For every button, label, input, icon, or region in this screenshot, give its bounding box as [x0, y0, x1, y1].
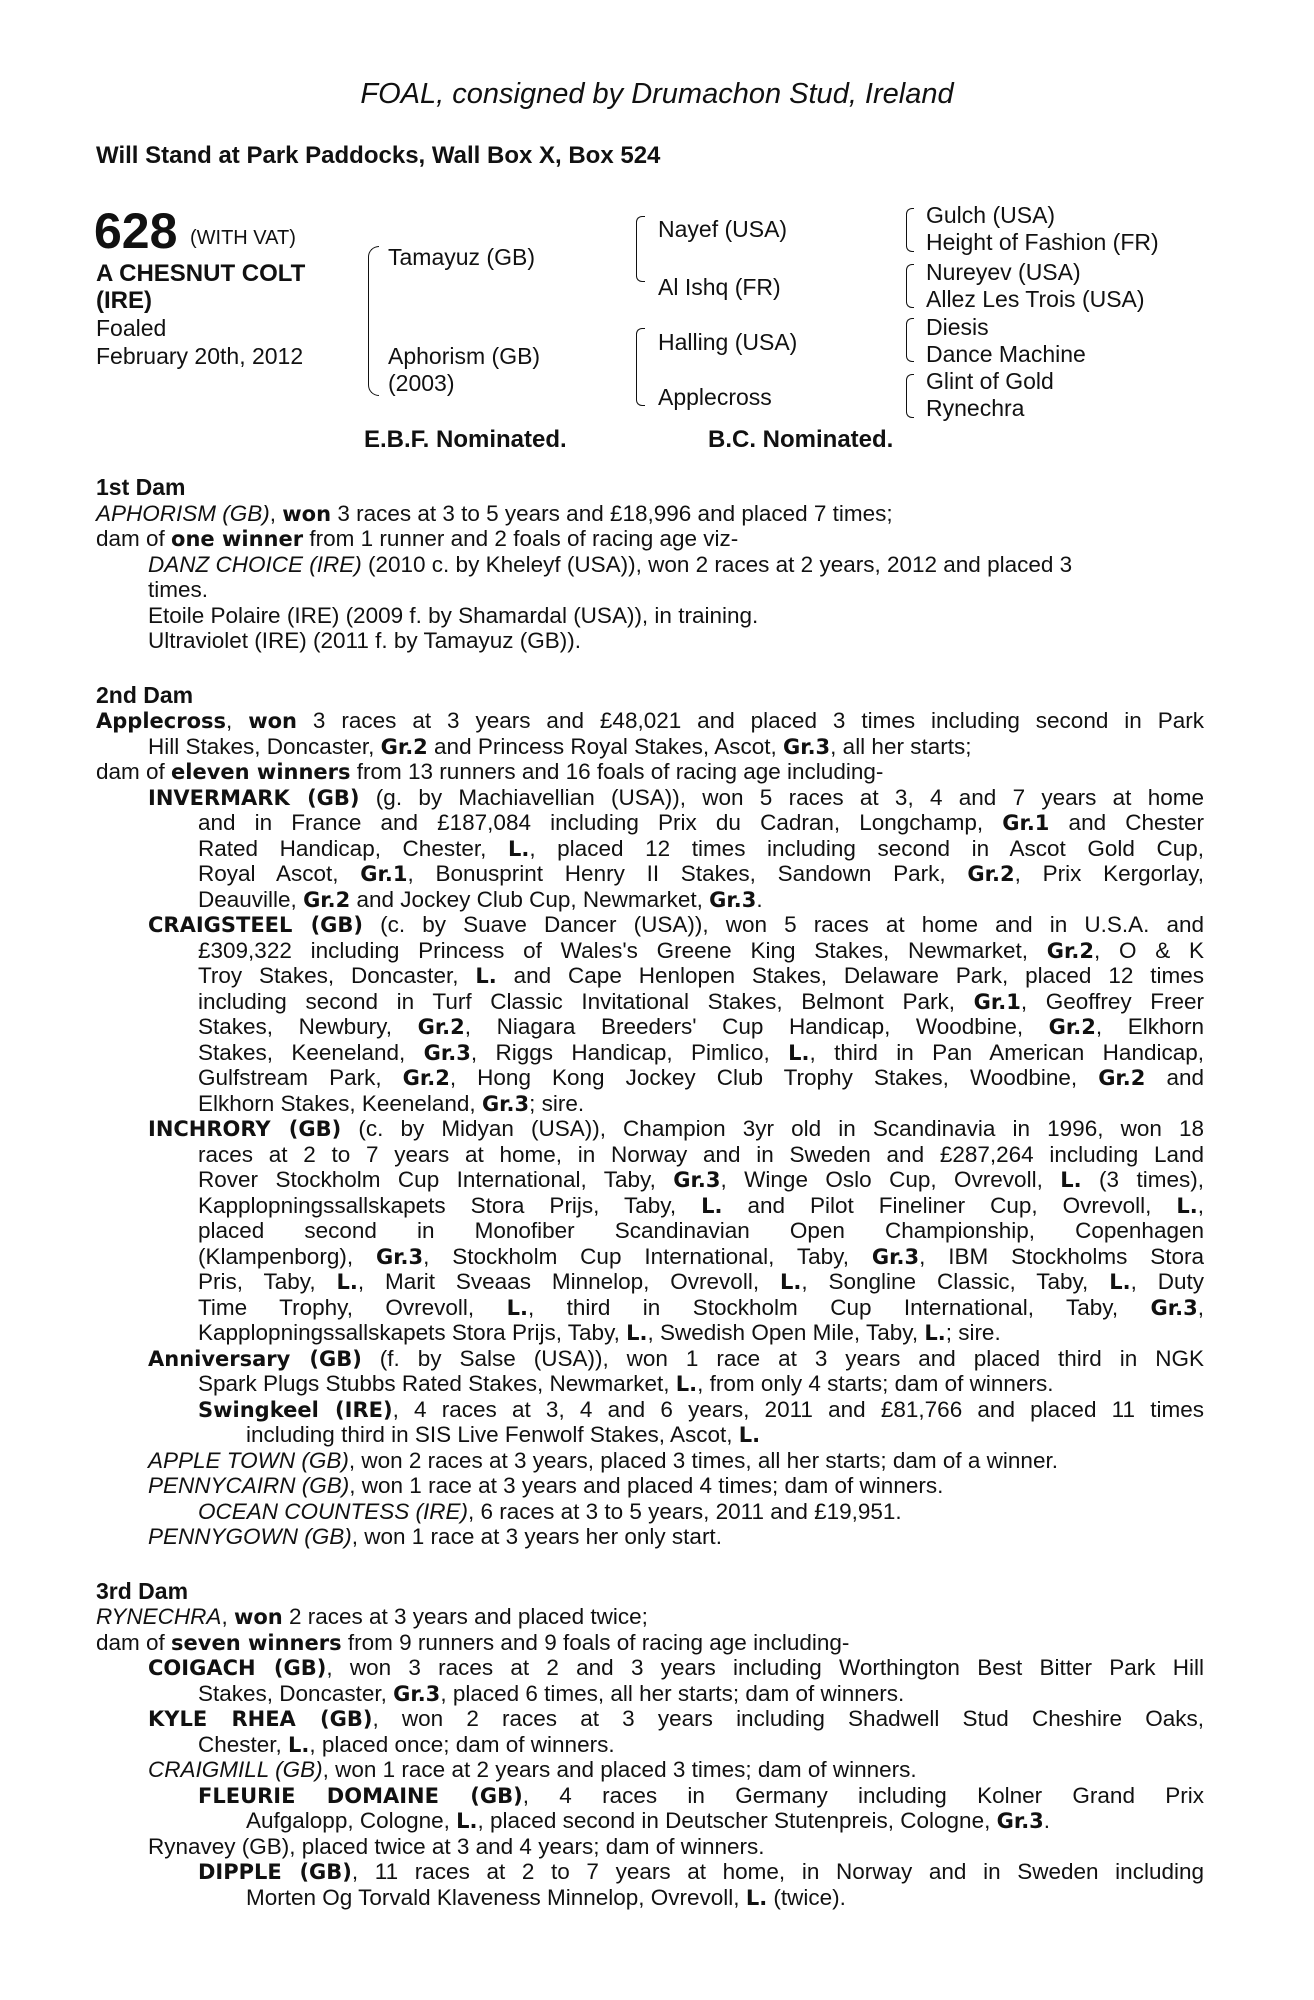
produce-line: Swingkeel (IRE), 4 races at 3, 4 and 6 years, 2011 and £81,766 and placed 11 times — [198, 1396, 1204, 1422]
pedigree-sire: Tamayuz (GB) — [388, 244, 535, 270]
catalogue-body — [96, 475, 1204, 1910]
produce-line: including third in SIS Live Fenwolf Stakes, Ascot, L. — [246, 1422, 761, 1447]
pedigree-sire-dam: Al Ishq (FR) — [658, 274, 781, 300]
produce-line: Stakes, Newbury, Gr.2, Niagara Breeders' Cup Handicap, Woodbine, Gr.2, Elkhorn — [198, 1014, 1204, 1039]
produce-line: FLEURIE DOMAINE (GB), 4 races in Germany including Kolner Grand Prix — [198, 1782, 1204, 1808]
produce-line: Chester, L., placed once; dam of winners. — [198, 1731, 615, 1757]
dam-line: APHORISM (GB), won 3 races at 3 to 5 years and £18,996 and placed 7 times; — [96, 500, 893, 526]
pedigree-ggp-6: Dance Machine — [926, 341, 1086, 367]
dam-line: Applecross, won 3 races at 3 years and £48,021 and placed 3 times including second in Park — [96, 708, 1204, 733]
foaled-label: Foaled — [96, 315, 167, 341]
pedigree-brace-g2 — [906, 264, 914, 308]
produce-line: CRAIGMILL (GB), won 1 race at 2 years and placed 3 times; dam of winners. — [148, 1757, 917, 1782]
produce-line: Rover Stockholm Cup International, Taby, Gr.3, Winge Oslo Cup, Ovrevoll, L. (3 times), — [198, 1167, 1204, 1192]
pedigree-ggp-1: Gulch (USA) — [926, 202, 1056, 228]
produce-line: DANZ CHOICE (IRE) (2010 c. by Kheleyf (USA)), won 2 races at 2 years, 2012 and placed 3 — [148, 551, 1073, 577]
pedigree-ggp-4: Allez Les Trois (USA) — [926, 286, 1145, 312]
produce-line: races at 2 to 7 years at home, in Norway and in Sweden and £287,264 including Land — [198, 1141, 1204, 1167]
pedigree-brace-g4 — [906, 374, 914, 418]
lot-description-origin: (IRE) — [96, 287, 152, 314]
dam-line: dam of one winner from 1 runner and 2 foals of racing age viz- — [96, 526, 739, 551]
produce-line: Morten Og Torvald Klaveness Minnelop, Ovrevoll, L. (twice). — [246, 1884, 846, 1910]
produce-line: Elkhorn Stakes, Keeneland, Gr.3; sire. — [198, 1090, 585, 1116]
dam-line: dam of seven winners from 9 runners and 9 foals of racing age including- — [96, 1629, 850, 1655]
pedigree-ggp-5: Diesis — [926, 314, 989, 340]
produce-line: Kapplopningssallskapets Stora Prijs, Taby, L. and Pilot Fineliner Cup, Ovrevoll, L., — [198, 1192, 1204, 1218]
lot-description: A CHESNUT COLT — [96, 260, 306, 287]
produce-line: KYLE RHEA (GB), won 2 races at 3 years including Shadwell Stud Cheshire Oaks, — [148, 1706, 1204, 1731]
pedigree-brace-g1 — [906, 208, 914, 252]
produce-line: times. — [148, 577, 209, 602]
bc-nomination: B.C. Nominated. — [708, 426, 894, 453]
produce-line: Rynavey (GB), placed twice at 3 and 4 years; dam of winners. — [148, 1833, 765, 1859]
ebf-nomination: E.B.F. Nominated. — [364, 426, 567, 453]
produce-line: Time Trophy, Ovrevoll, L., third in Stockholm Cup International, Taby, Gr.3, — [198, 1294, 1204, 1320]
vat-note: (WITH VAT) — [190, 227, 296, 249]
produce-line: APPLE TOWN (GB), won 2 races at 3 years, placed 3 times, all her starts; dam of a winner. — [148, 1447, 1058, 1473]
pedigree-brace-gen1 — [368, 246, 379, 396]
pedigree-sire-sire: Nayef (USA) — [658, 216, 788, 242]
produce-line: Troy Stakes, Doncaster, L. and Cape Henlopen Stakes, Delaware Park, placed 12 times — [198, 963, 1204, 988]
produce-line: PENNYCAIRN (GB), won 1 race at 3 years and placed 4 times; dam of winners. — [148, 1473, 944, 1498]
produce-line: placed second in Monofiber Scandinavian Open Championship, Copenhagen — [198, 1218, 1204, 1243]
produce-line: COIGACH (GB), won 3 races at 2 and 3 years including Worthington Best Bitter Park Hill — [148, 1655, 1204, 1680]
pedigree-dam-sire: Halling (USA) — [658, 329, 798, 355]
produce-line: Royal Ascot, Gr.1, Bonusprint Henry II Stakes, Sandown Park, Gr.2, Prix Kergorlay, — [198, 861, 1204, 886]
produce-line: Stakes, Doncaster, Gr.3, placed 6 times, all her starts; dam of winners. — [198, 1680, 905, 1706]
dam-line: Hill Stakes, Doncaster, Gr.2 and Princess Royal Stakes, Ascot, Gr.3, all her starts; — [148, 733, 972, 759]
produce-line: Gulfstream Park, Gr.2, Hong Kong Jockey Club Trophy Stakes, Woodbine, Gr.2 and — [198, 1065, 1204, 1090]
pedigree-dam-year: (2003) — [388, 370, 455, 396]
pedigree-ggp-7: Glint of Gold — [926, 368, 1054, 394]
consignor-line: FOAL, consigned by Drumachon Stud, Ireland — [360, 78, 954, 110]
foaled-date: February 20th, 2012 — [96, 343, 304, 369]
produce-line: Deauville, Gr.2 and Jockey Club Cup, Newmarket, Gr.3. — [198, 886, 763, 912]
produce-line: Kapplopningssallskapets Stora Prijs, Taby, L., Swedish Open Mile, Taby, L.; sire. — [198, 1320, 1001, 1345]
produce-line: Aufgalopp, Cologne, L., placed second in Deutscher Stutenpreis, Cologne, Gr.3. — [246, 1808, 1051, 1833]
dam-line: RYNECHRA, won 2 races at 3 years and placed twice; — [96, 1604, 648, 1629]
produce-line: £309,322 including Princess of Wales's Greene King Stakes, Newmarket, Gr.2, O & K — [198, 937, 1204, 963]
first-dam-heading: 1st Dam — [96, 474, 186, 500]
produce-line: (Klampenborg), Gr.3, Stockholm Cup International, Taby, Gr.3, IBM Stockholms Stora — [198, 1243, 1204, 1269]
pedigree-ggp-3: Nureyev (USA) — [926, 259, 1081, 285]
produce-line: and in France and £187,084 including Prix du Cadran, Longchamp, Gr.1 and Chester — [198, 810, 1204, 835]
produce-line: Etoile Polaire (IRE) (2009 f. by Shamardal (USA)), in training. — [148, 602, 759, 628]
pedigree-brace-dam — [636, 328, 645, 406]
produce-line: OCEAN COUNTESS (IRE), 6 races at 3 to 5 years, 2011 and £19,951. — [198, 1498, 902, 1524]
third-dam-heading: 3rd Dam — [96, 1577, 189, 1604]
pedigree-ggp-2: Height of Fashion (FR) — [926, 229, 1159, 255]
produce-line: DIPPLE (GB), 11 races at 2 to 7 years at home, in Norway and in Sweden including — [198, 1859, 1204, 1884]
pedigree-ggp-8: Rynechra — [926, 395, 1025, 421]
produce-line: Spark Plugs Stubbs Rated Stakes, Newmarket, L., from only 4 starts; dam of winners. — [198, 1371, 1054, 1396]
produce-line: INVERMARK (GB) (g. by Machiavellian (USA)), won 5 races at 3, 4 and 7 years at home — [148, 784, 1204, 810]
produce-line: Ultraviolet (IRE) (2011 f. by Tamayuz (GB)). — [148, 628, 582, 653]
dam-line: dam of eleven winners from 13 runners and 16 foals of racing age including- — [96, 759, 884, 784]
lot-number: 628 — [94, 203, 178, 259]
pedigree-brace-g3 — [906, 318, 914, 362]
second-dam-heading: 2nd Dam — [96, 681, 194, 708]
produce-line: CRAIGSTEEL (GB) (c. by Suave Dancer (USA)), won 5 races at home and in U.S.A. and — [148, 912, 1204, 937]
pedigree-dam-dam: Applecross — [658, 384, 772, 410]
produce-line: Rated Handicap, Chester, L., placed 12 times including second in Ascot Gold Cup, — [198, 835, 1204, 861]
produce-line: Anniversary (GB) (f. by Salse (USA)), won 1 race at 3 years and placed third in NGK — [148, 1345, 1204, 1371]
produce-line: INCHRORY (GB) (c. by Midyan (USA)), Champion 3yr old in Scandinavia in 1996, won 18 — [148, 1116, 1204, 1141]
pedigree-brace-sire — [636, 216, 645, 282]
pedigree-dam: Aphorism (GB) — [388, 343, 541, 369]
produce-line: PENNYGOWN (GB), won 1 race at 3 years her only start. — [148, 1524, 722, 1549]
produce-line: Pris, Taby, L., Marit Sveaas Minnelop, Ovrevoll, L., Songline Classic, Taby, L., Duty — [198, 1269, 1204, 1294]
stand-location: Will Stand at Park Paddocks, Wall Box X, Box 524 — [96, 142, 661, 169]
produce-line: Stakes, Keeneland, Gr.3, Riggs Handicap, Pimlico, L., third in Pan American Handicap, — [198, 1039, 1204, 1065]
produce-line: including second in Turf Classic Invitational Stakes, Belmont Park, Gr.1, Geoffrey Freer — [198, 988, 1204, 1014]
